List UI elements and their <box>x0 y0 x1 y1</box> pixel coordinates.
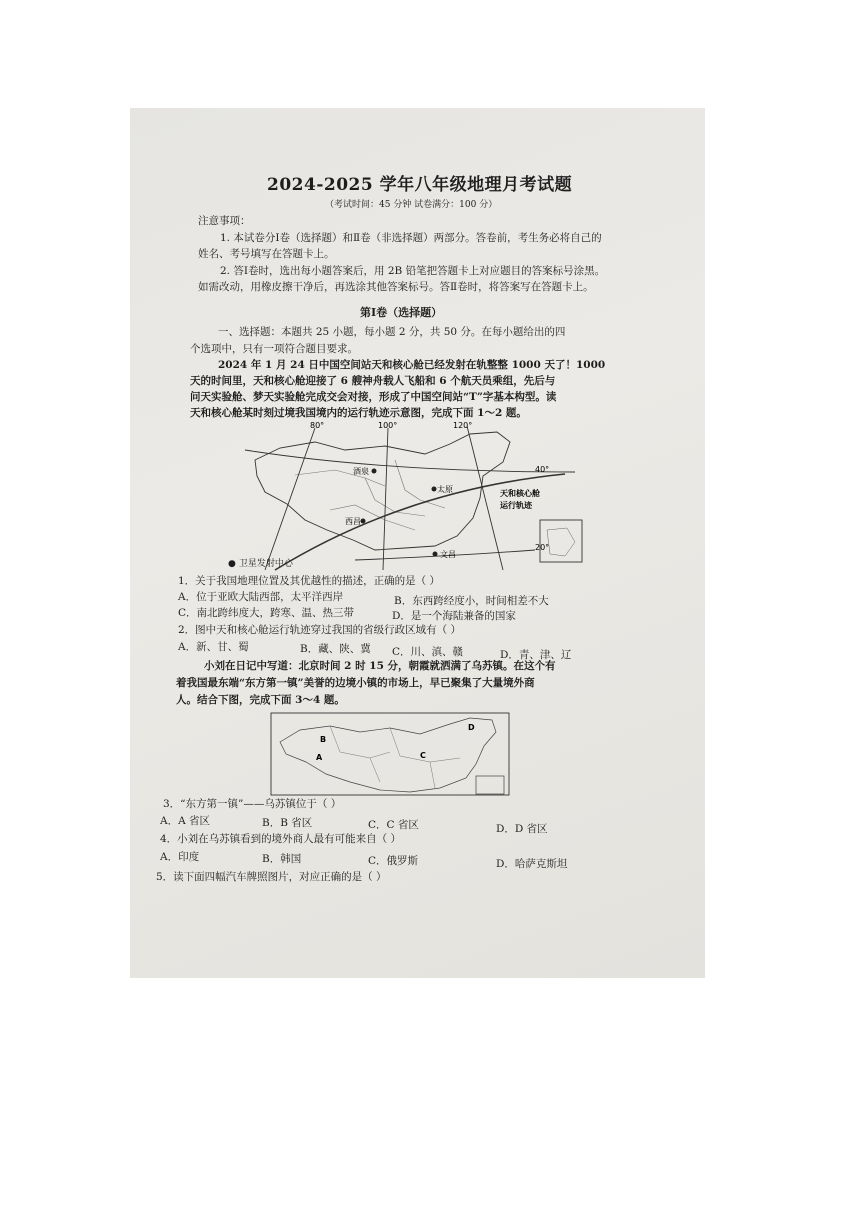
label-a: A <box>316 753 323 762</box>
note2-line2: 如需改动，用橡皮擦干净后，再选涂其他答案标号。答Ⅱ卷时，将答案写在答题卡上。 <box>198 281 594 293</box>
lat-line-40 <box>245 450 575 472</box>
place-jiuquan: 酒泉 <box>353 467 369 476</box>
map1-legend <box>228 556 293 569</box>
intro-line1: 一、选择题：本题共 25 小题，每小题 2 分，共 50 分。在每小题给出的四 <box>218 326 566 338</box>
passage2-line2: 着我国最东端“东方第一镇”美誉的边境小镇的市场上，早已聚集了大量境外商 <box>176 677 535 689</box>
label-d: D <box>468 723 475 732</box>
passage1-line2: 天的时间里，天和核心舱迎接了 6 艘神舟载人飞船和 6 个航天员乘组，先后与 <box>190 375 556 387</box>
lat-40-label: 40° <box>535 465 550 474</box>
exam-photo <box>130 108 705 978</box>
q3-option-a: A．A 省区 <box>160 815 211 827</box>
place-xichang: 西昌 <box>345 517 361 526</box>
label-b: B <box>320 735 327 744</box>
q2-option-d: D．青、津、辽 <box>500 649 572 661</box>
q1-option-d: D．是一个海陆兼备的国家 <box>392 610 516 622</box>
place-taiyuan: 太原 <box>437 485 453 494</box>
launch-site-marker <box>372 469 377 474</box>
q4-option-a: A．印度 <box>160 851 200 863</box>
question-3: 3．“东方第一镇”——乌苏镇位于（ ） <box>163 798 342 810</box>
q3-option-b: B．B 省区 <box>262 817 313 829</box>
launch-site-marker <box>361 519 366 524</box>
q1-option-a: A．位于亚欧大陆西部，太平洋西岸 <box>178 591 344 603</box>
lon-120-label: 120° <box>453 421 473 430</box>
map2-inset <box>476 776 504 794</box>
exam-title: 2024-2025 学年八年级地理月考试题 <box>267 175 573 195</box>
lon-100-label: 100° <box>378 421 398 430</box>
passage1-line1: 2024 年 1 月 24 日中国空间站天和核心舱已经发射在轨整整 1000 天了！1000 <box>218 359 606 371</box>
q1-option-c: C．南北跨纬度大，跨寒、温、热三带 <box>178 607 355 619</box>
q3-option-d: D．D 省区 <box>496 823 548 835</box>
lon-80-label: 80° <box>310 421 325 430</box>
passage2-line3: 人。结合下图，完成下面 3～4 题。 <box>176 694 345 706</box>
china-outline-2 <box>280 718 496 792</box>
q4-option-b: B．韩国 <box>262 853 302 865</box>
q4-option-d: D．哈萨克斯坦 <box>496 858 568 870</box>
note1-line1: 1. 本试卷分Ⅰ卷（选择题）和Ⅱ卷（非选择题）两部分。答卷前，考生务必将自己的 <box>220 232 602 244</box>
intro-line2: 个选项中，只有一项符合题目要求。 <box>190 343 358 355</box>
q4-option-c: C．俄罗斯 <box>368 855 419 867</box>
place-wenchang: 文昌 <box>440 550 456 559</box>
note2-line1: 2. 答Ⅰ卷时，选出每小题答案后，用 2B 铅笔把答题卡上对应题目的答案标号涂黑。 <box>220 265 606 277</box>
orbit-label-line2: 运行轨迹 <box>500 501 532 510</box>
launch-center-icon: ● <box>228 559 236 569</box>
question-5: 5．读下面四幅汽车牌照图片，对应正确的是（ ） <box>156 871 387 883</box>
lon-line-80 <box>265 428 315 570</box>
lat-20-label: 20° <box>535 543 550 552</box>
q2-option-b: B．藏、陕、冀 <box>300 643 371 655</box>
lon-line-100 <box>383 428 388 570</box>
exam-subtitle: （考试时间：45 分钟 试卷满分：100 分） <box>325 200 498 210</box>
lon-line-120 <box>467 426 503 570</box>
q2-option-a: A．新、甘、蜀 <box>178 641 249 653</box>
passage1-line3: 问天实验舱、梦天实验舱完成交会对接，形成了中国空间站“T”字基本构型。读 <box>190 391 557 403</box>
q3-option-c: C．C 省区 <box>368 819 419 831</box>
notes-heading: 注意事项： <box>198 215 251 227</box>
passage1-line4: 天和核心舱某时刻过境我国境内的运行轨迹示意图，完成下面 1～2 题。 <box>190 407 527 419</box>
note1-line2: 姓名、考号填写在答题卡上。 <box>198 248 335 260</box>
orbit-label-line1: 天和核心舱 <box>500 489 540 498</box>
orbit-map <box>235 420 590 572</box>
q2-option-c: C．川、滇、赣 <box>392 646 464 658</box>
question-4: 4．小刘在乌苏镇看到的境外商人最有可能来自（ ） <box>160 833 402 845</box>
q1-option-b: B．东西跨经度小，时间相差不大 <box>394 595 549 607</box>
launch-site-marker <box>433 552 438 557</box>
label-c: C <box>420 751 426 760</box>
question-1: 1．关于我国地理位置及其优越性的描述，正确的是（ ） <box>178 575 441 587</box>
passage2-line1: 小刘在日记中写道：北京时间 2 时 15 分，朝霞就洒满了乌苏镇。在这个有 <box>204 660 556 672</box>
legend-label: 卫星发射中心 <box>238 559 293 569</box>
launch-site-marker <box>432 487 437 492</box>
province-map <box>270 712 510 802</box>
question-2: 2．图中天和核心舱运行轨迹穿过我国的省级行政区域有（ ） <box>178 624 462 636</box>
section-title: 第Ⅰ卷（选择题） <box>360 306 443 319</box>
